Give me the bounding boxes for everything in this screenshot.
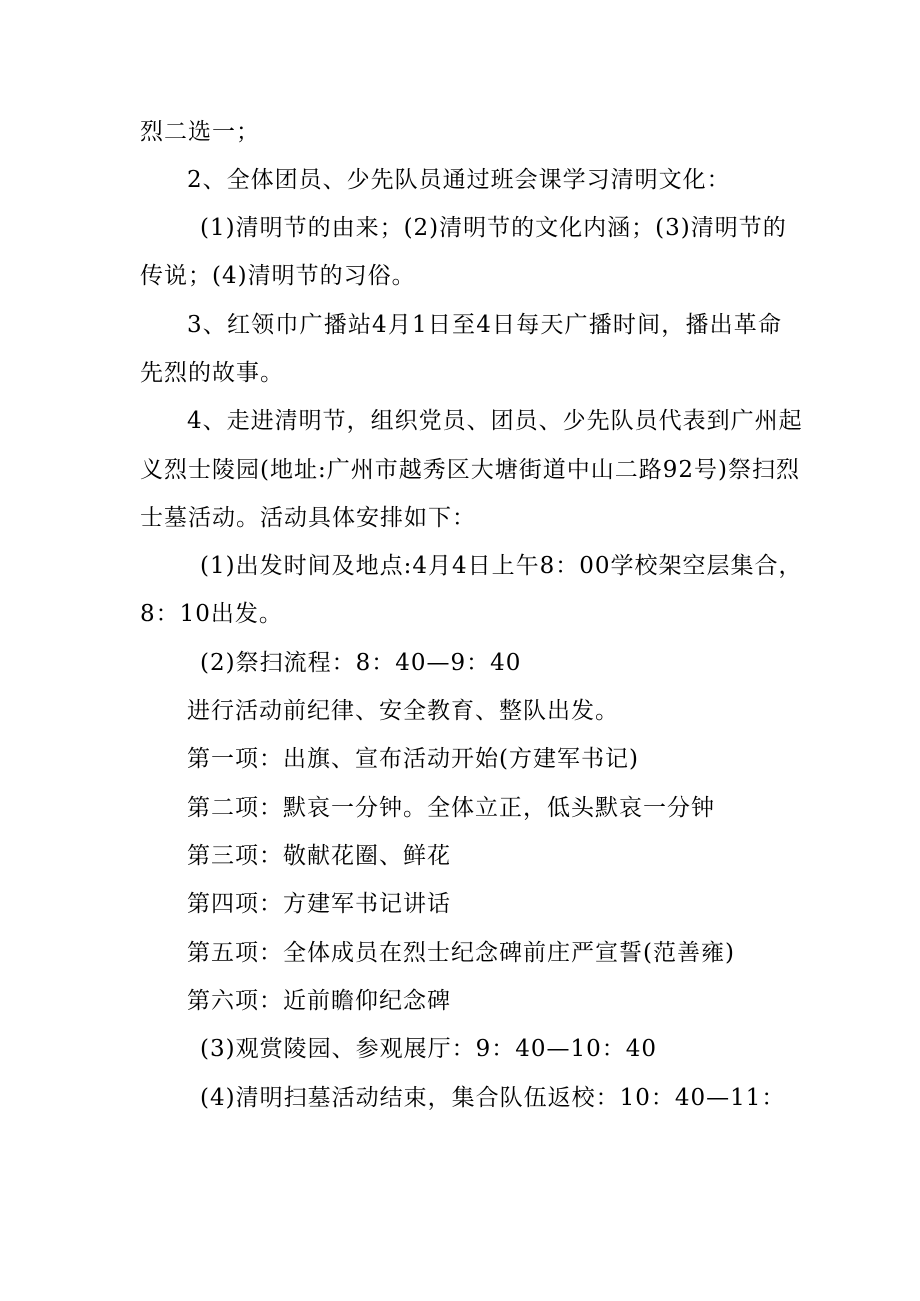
text-line-18: 第五项：全体成员在烈士纪念碑前庄严宣誓(范善雍): [187, 940, 735, 966]
text-line-13: 进行活动前纪律、安全教育、整队出发。: [187, 698, 619, 724]
text-line-5: 3、红领巾广播站4月1日至4日每天广播时间，播出革命: [187, 312, 782, 338]
text-line-9: 士墓活动。活动具体安排如下：: [140, 505, 476, 531]
text-line-21: (4)清明扫墓活动结束，集合队伍返校：10：40—11：: [200, 1085, 786, 1111]
text-line-7: 4、走进清明节，组织党员、团员、少先队员代表到广州起: [187, 408, 803, 434]
text-line-14: 第一项：出旗、宣布活动开始(方建军书记): [187, 746, 639, 772]
text-line-16: 第三项：敬献花圈、鲜花: [187, 843, 451, 869]
text-line-19: 第六项：近前瞻仰纪念碑: [187, 988, 451, 1014]
text-line-10: (1)出发时间及地点:4月4日上午8：00学校架空层集合，: [200, 553, 803, 579]
text-line-20: (3)观赏陵园、参观展厅：9：40—10：40: [200, 1036, 658, 1062]
text-line-6: 先烈的故事。: [140, 360, 284, 386]
text-line-2: 2、全体团员、少先队员通过班会课学习清明文化：: [187, 167, 731, 193]
text-line-11: 8：10出发。: [140, 601, 283, 627]
text-line-15: 第二项：默哀一分钟。全体立正，低头默哀一分钟: [187, 795, 715, 821]
text-line-17: 第四项：方建军书记讲话: [187, 891, 451, 917]
text-line-3: (1)清明节的由来；(2)清明节的文化内涵；(3)清明节的: [200, 215, 787, 241]
text-line-4: 传说；(4)清明节的习俗。: [140, 263, 416, 289]
text-line-1: 烈二选一；: [140, 119, 260, 145]
text-line-12: (2)祭扫流程：8：40—9：40: [200, 650, 522, 676]
text-line-8: 义烈士陵园(地址:广州市越秀区大塘街道中山二路92号)祭扫烈: [140, 457, 800, 483]
